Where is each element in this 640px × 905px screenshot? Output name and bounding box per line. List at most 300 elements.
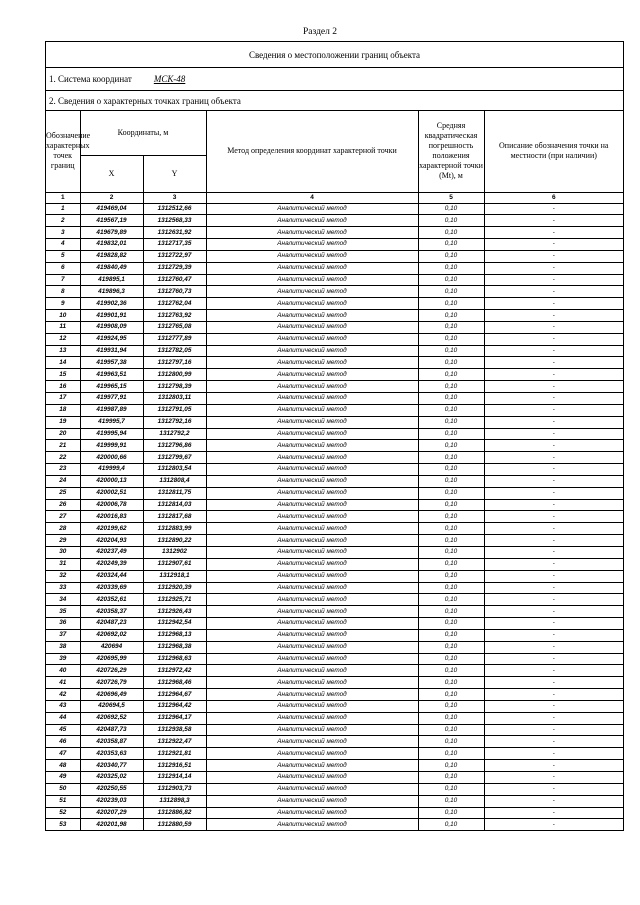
coord-x: 420340,77: [80, 760, 143, 772]
method: Аналитический метод: [206, 819, 418, 830]
coord-y: 1312880,59: [143, 819, 206, 830]
table-row: [46, 724, 623, 736]
coordinate-system-label: 1. Система координат: [49, 74, 132, 84]
description: -: [484, 748, 623, 760]
point-number: 11: [46, 321, 80, 333]
table-row: [46, 653, 623, 665]
coord-y: 1312938,58: [143, 724, 206, 736]
description: -: [484, 582, 623, 594]
coord-y: 1312808,4: [143, 475, 206, 487]
description: -: [484, 499, 623, 511]
method: Аналитический метод: [206, 523, 418, 535]
table-row: [46, 736, 623, 748]
description: -: [484, 333, 623, 345]
coord-y: 1312968,38: [143, 641, 206, 653]
column-number: 5: [418, 192, 484, 203]
point-number: 43: [46, 700, 80, 712]
description: -: [484, 416, 623, 428]
description: -: [484, 487, 623, 499]
table-row: [46, 393, 623, 405]
coord-y: 1312968,46: [143, 677, 206, 689]
accuracy: 0,10: [418, 203, 484, 215]
description: -: [484, 712, 623, 724]
coord-x: 419965,15: [80, 381, 143, 393]
description: -: [484, 203, 623, 215]
coord-x: 419679,89: [80, 227, 143, 239]
coord-x: 419895,1: [80, 274, 143, 286]
description: -: [484, 239, 623, 251]
method: Аналитический метод: [206, 274, 418, 286]
coord-y: 1312926,43: [143, 606, 206, 618]
accuracy: 0,10: [418, 724, 484, 736]
description: -: [484, 783, 623, 795]
coord-y: 1312792,2: [143, 428, 206, 440]
point-number: 30: [46, 546, 80, 558]
coord-y: 1312814,03: [143, 499, 206, 511]
coord-y: 1312811,75: [143, 487, 206, 499]
coord-x: 420204,93: [80, 535, 143, 547]
point-number: 7: [46, 274, 80, 286]
coord-y: 1312886,82: [143, 807, 206, 819]
coord-y: 1312898,3: [143, 795, 206, 807]
description: -: [484, 369, 623, 381]
coord-x: 420250,55: [80, 783, 143, 795]
header-description: Описание обозначения точки на местности (при наличии): [484, 111, 623, 192]
header-accuracy: Средняя квадратическая погрешность положения характерной точки (Mt), м: [418, 111, 484, 192]
coord-x: 419902,36: [80, 298, 143, 310]
method: Аналитический метод: [206, 404, 418, 416]
accuracy: 0,10: [418, 665, 484, 677]
accuracy: 0,10: [418, 618, 484, 630]
coord-y: 1312791,05: [143, 404, 206, 416]
coord-y: 1312762,04: [143, 298, 206, 310]
coord-y: 1312799,67: [143, 452, 206, 464]
table-row: [46, 239, 623, 251]
coord-y: 1312717,35: [143, 239, 206, 251]
accuracy: 0,10: [418, 487, 484, 499]
description: -: [484, 250, 623, 262]
point-number: 5: [46, 250, 80, 262]
coord-x: 420006,78: [80, 499, 143, 511]
description: -: [484, 475, 623, 487]
coord-y: 1312782,05: [143, 345, 206, 357]
coord-y: 1312760,73: [143, 286, 206, 298]
description: -: [484, 795, 623, 807]
accuracy: 0,10: [418, 357, 484, 369]
description: -: [484, 819, 623, 830]
description: -: [484, 772, 623, 784]
point-number: 10: [46, 310, 80, 322]
accuracy: 0,10: [418, 700, 484, 712]
coord-x: 420016,83: [80, 511, 143, 523]
method: Аналитический метод: [206, 665, 418, 677]
table-row: [46, 665, 623, 677]
point-number: 24: [46, 475, 80, 487]
description: -: [484, 321, 623, 333]
coord-x: 420696,49: [80, 689, 143, 701]
point-number: 37: [46, 629, 80, 641]
description: -: [484, 452, 623, 464]
coord-x: 420207,29: [80, 807, 143, 819]
point-number: 40: [46, 665, 80, 677]
point-number: 9: [46, 298, 80, 310]
description: -: [484, 594, 623, 606]
method: Аналитический метод: [206, 393, 418, 405]
coord-x: 420726,29: [80, 665, 143, 677]
coord-x: 420237,49: [80, 546, 143, 558]
coord-y: 1312729,39: [143, 262, 206, 274]
point-number: 21: [46, 440, 80, 452]
accuracy: 0,10: [418, 381, 484, 393]
point-number: 19: [46, 416, 80, 428]
column-number: 3: [143, 192, 206, 203]
accuracy: 0,10: [418, 523, 484, 535]
point-number: 50: [46, 783, 80, 795]
table-row: [46, 416, 623, 428]
coord-y: 1312760,47: [143, 274, 206, 286]
accuracy: 0,10: [418, 712, 484, 724]
coord-y: 1312942,54: [143, 618, 206, 630]
accuracy: 0,10: [418, 215, 484, 227]
method: Аналитический метод: [206, 807, 418, 819]
coord-x: 420726,79: [80, 677, 143, 689]
method: Аналитический метод: [206, 700, 418, 712]
table-row: [46, 558, 623, 570]
method: Аналитический метод: [206, 321, 418, 333]
coord-x: 419977,91: [80, 393, 143, 405]
accuracy: 0,10: [418, 689, 484, 701]
point-number: 16: [46, 381, 80, 393]
point-number: 53: [46, 819, 80, 830]
point-number: 49: [46, 772, 80, 784]
accuracy: 0,10: [418, 558, 484, 570]
table-row: [46, 606, 623, 618]
coord-y: 1312921,81: [143, 748, 206, 760]
coord-y: 1312922,47: [143, 736, 206, 748]
accuracy: 0,10: [418, 629, 484, 641]
coord-y: 1312803,54: [143, 464, 206, 476]
description: -: [484, 700, 623, 712]
table-row: [46, 428, 623, 440]
point-number: 41: [46, 677, 80, 689]
method: Аналитический метод: [206, 546, 418, 558]
table-row: [46, 203, 623, 215]
accuracy: 0,10: [418, 416, 484, 428]
coord-x: 420487,73: [80, 724, 143, 736]
point-number: 17: [46, 393, 80, 405]
point-number: 1: [46, 203, 80, 215]
method: Аналитический метод: [206, 594, 418, 606]
coord-y: 1312902: [143, 546, 206, 558]
accuracy: 0,10: [418, 452, 484, 464]
coordinate-system-value: МСК-48: [153, 74, 186, 84]
table-row: [46, 286, 623, 298]
column-number: 6: [484, 192, 623, 203]
description: -: [484, 629, 623, 641]
point-number: 25: [46, 487, 80, 499]
method: Аналитический метод: [206, 689, 418, 701]
point-number: 32: [46, 570, 80, 582]
coord-y: 1312916,51: [143, 760, 206, 772]
method: Аналитический метод: [206, 239, 418, 251]
coord-x: 420249,39: [80, 558, 143, 570]
table-row: [46, 546, 623, 558]
description: -: [484, 677, 623, 689]
point-number: 22: [46, 452, 80, 464]
method: Аналитический метод: [206, 677, 418, 689]
table-row: [46, 487, 623, 499]
accuracy: 0,10: [418, 772, 484, 784]
coord-x: 419840,49: [80, 262, 143, 274]
method: Аналитический метод: [206, 487, 418, 499]
method: Аналитический метод: [206, 369, 418, 381]
description: -: [484, 298, 623, 310]
coord-x: 420692,52: [80, 712, 143, 724]
method: Аналитический метод: [206, 653, 418, 665]
description: -: [484, 215, 623, 227]
coord-x: 419469,04: [80, 203, 143, 215]
method: Аналитический метод: [206, 748, 418, 760]
method: Аналитический метод: [206, 250, 418, 262]
method: Аналитический метод: [206, 772, 418, 784]
coord-x: 420487,23: [80, 618, 143, 630]
accuracy: 0,10: [418, 819, 484, 830]
point-number: 8: [46, 286, 80, 298]
description: -: [484, 570, 623, 582]
accuracy: 0,10: [418, 748, 484, 760]
coord-y: 1312792,16: [143, 416, 206, 428]
coord-x: 419896,3: [80, 286, 143, 298]
method: Аналитический метод: [206, 582, 418, 594]
table-row: [46, 807, 623, 819]
accuracy: 0,10: [418, 298, 484, 310]
method: Аналитический метод: [206, 475, 418, 487]
coord-y: 1312890,22: [143, 535, 206, 547]
coord-x: 419828,82: [80, 250, 143, 262]
coord-y: 1312964,67: [143, 689, 206, 701]
point-number: 39: [46, 653, 80, 665]
coord-x: 419931,94: [80, 345, 143, 357]
coord-x: 419995,94: [80, 428, 143, 440]
method: Аналитический метод: [206, 452, 418, 464]
coord-y: 1312631,92: [143, 227, 206, 239]
coord-y: 1312914,14: [143, 772, 206, 784]
coord-x: 420352,61: [80, 594, 143, 606]
description: -: [484, 464, 623, 476]
method: Аналитический метод: [206, 736, 418, 748]
accuracy: 0,10: [418, 274, 484, 286]
coord-x: 420694: [80, 641, 143, 653]
table-row: [46, 321, 623, 333]
coord-y: 1312918,1: [143, 570, 206, 582]
point-number: 26: [46, 499, 80, 511]
coord-y: 1312817,68: [143, 511, 206, 523]
method: Аналитический метод: [206, 606, 418, 618]
column-number: 4: [206, 192, 418, 203]
point-number: 14: [46, 357, 80, 369]
method: Аналитический метод: [206, 203, 418, 215]
table-row: [46, 499, 623, 511]
column-number: 2: [80, 192, 143, 203]
accuracy: 0,10: [418, 582, 484, 594]
point-number: 29: [46, 535, 80, 547]
table-row: [46, 511, 623, 523]
point-number: 44: [46, 712, 80, 724]
coord-y: 1312883,99: [143, 523, 206, 535]
coord-y: 1312920,39: [143, 582, 206, 594]
method: Аналитический метод: [206, 227, 418, 239]
point-number: 4: [46, 239, 80, 251]
coord-x: 420353,63: [80, 748, 143, 760]
boundary-document: [45, 41, 624, 831]
point-number: 23: [46, 464, 80, 476]
accuracy: 0,10: [418, 333, 484, 345]
table-row: [46, 523, 623, 535]
coord-x: 419957,38: [80, 357, 143, 369]
accuracy: 0,10: [418, 677, 484, 689]
coord-x: 419901,91: [80, 310, 143, 322]
table-row: [46, 783, 623, 795]
table-row: [46, 641, 623, 653]
method: Аналитический метод: [206, 618, 418, 630]
description: -: [484, 404, 623, 416]
coord-y: 1312796,86: [143, 440, 206, 452]
description: -: [484, 523, 623, 535]
header-coordinates: Координаты, м: [80, 111, 206, 155]
table-row: [46, 748, 623, 760]
method: Аналитический метод: [206, 558, 418, 570]
point-number: 27: [46, 511, 80, 523]
point-number: 47: [46, 748, 80, 760]
coord-x: 419987,89: [80, 404, 143, 416]
point-number: 34: [46, 594, 80, 606]
point-number: 3: [46, 227, 80, 239]
accuracy: 0,10: [418, 262, 484, 274]
accuracy: 0,10: [418, 464, 484, 476]
table-row: [46, 404, 623, 416]
table-row: [46, 357, 623, 369]
table-row: [46, 298, 623, 310]
accuracy: 0,10: [418, 475, 484, 487]
accuracy: 0,10: [418, 807, 484, 819]
accuracy: 0,10: [418, 641, 484, 653]
table-row: [46, 582, 623, 594]
accuracy: 0,10: [418, 239, 484, 251]
point-number: 33: [46, 582, 80, 594]
coord-x: 420324,44: [80, 570, 143, 582]
point-number: 46: [46, 736, 80, 748]
description: -: [484, 606, 623, 618]
method: Аналитический метод: [206, 641, 418, 653]
point-number: 12: [46, 333, 80, 345]
method: Аналитический метод: [206, 416, 418, 428]
description: -: [484, 558, 623, 570]
coord-x: 419999,91: [80, 440, 143, 452]
description: -: [484, 665, 623, 677]
point-number: 35: [46, 606, 80, 618]
table-row: [46, 381, 623, 393]
accuracy: 0,10: [418, 760, 484, 772]
column-number-row: [46, 192, 623, 203]
coord-x: 419832,01: [80, 239, 143, 251]
table-row: [46, 535, 623, 547]
description: -: [484, 393, 623, 405]
table-row: [46, 618, 623, 630]
table-row: [46, 677, 623, 689]
point-number: 38: [46, 641, 80, 653]
method: Аналитический метод: [206, 712, 418, 724]
method: Аналитический метод: [206, 783, 418, 795]
accuracy: 0,10: [418, 321, 484, 333]
method: Аналитический метод: [206, 262, 418, 274]
table-row: [46, 310, 623, 322]
coord-y: 1312765,08: [143, 321, 206, 333]
coord-x: 420339,69: [80, 582, 143, 594]
description: -: [484, 807, 623, 819]
description: -: [484, 535, 623, 547]
description: -: [484, 689, 623, 701]
method: Аналитический метод: [206, 428, 418, 440]
coord-x: 419999,4: [80, 464, 143, 476]
coord-y: 1312798,39: [143, 381, 206, 393]
description: -: [484, 286, 623, 298]
description: -: [484, 641, 623, 653]
accuracy: 0,10: [418, 535, 484, 547]
description: -: [484, 345, 623, 357]
description: -: [484, 428, 623, 440]
accuracy: 0,10: [418, 428, 484, 440]
accuracy: 0,10: [418, 606, 484, 618]
table-row: [46, 594, 623, 606]
table-row: [46, 250, 623, 262]
points-heading: 2. Сведения о характерных точках границ объекта: [46, 91, 623, 111]
coord-x: 420358,37: [80, 606, 143, 618]
method: Аналитический метод: [206, 310, 418, 322]
method: Аналитический метод: [206, 795, 418, 807]
accuracy: 0,10: [418, 404, 484, 416]
method: Аналитический метод: [206, 724, 418, 736]
description: -: [484, 736, 623, 748]
accuracy: 0,10: [418, 345, 484, 357]
coord-y: 1312903,73: [143, 783, 206, 795]
description: -: [484, 274, 623, 286]
point-number: 51: [46, 795, 80, 807]
header-point-designation: Обозначение характерных точек границ: [46, 111, 80, 192]
point-number: 42: [46, 689, 80, 701]
point-number: 15: [46, 369, 80, 381]
coord-x: 420694,5: [80, 700, 143, 712]
description: -: [484, 546, 623, 558]
coord-y: 1312964,42: [143, 700, 206, 712]
table-row: [46, 712, 623, 724]
table-row: [46, 570, 623, 582]
description: -: [484, 724, 623, 736]
coord-x: 420000,66: [80, 452, 143, 464]
description: -: [484, 310, 623, 322]
accuracy: 0,10: [418, 227, 484, 239]
accuracy: 0,10: [418, 499, 484, 511]
coord-y: 1312907,61: [143, 558, 206, 570]
method: Аналитический метод: [206, 357, 418, 369]
table-row: [46, 227, 623, 239]
points-table: [46, 111, 623, 830]
document-title: Сведения о местоположении границ объекта: [46, 42, 623, 68]
coord-x: 420695,99: [80, 653, 143, 665]
accuracy: 0,10: [418, 310, 484, 322]
table-row: [46, 772, 623, 784]
table-row: [46, 262, 623, 274]
method: Аналитический метод: [206, 286, 418, 298]
